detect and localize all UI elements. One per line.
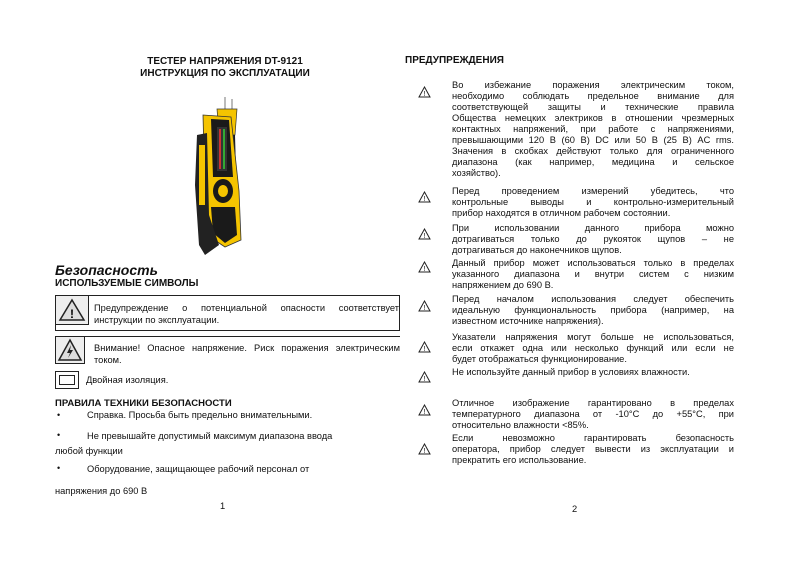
warning-paragraph-9: Если невозможно гарантировать безопасность оператора, прибор следует вывести из эксплуатации и прекратить его использование. [452,433,734,465]
warning-paragraph-5: Перед началом использования следует обеспечить идеальную функциональность прибора (например, на известном источнике напряжения). [452,294,734,326]
svg-text:!: ! [423,448,426,455]
warning-paragraph-4: Данный прибор может использоваться только в пределах указанного диапазона и внутри систем с низким напряжением до 690 В. [452,258,734,290]
warning-paragraph-7: Не используйте данный прибор в условиях влажности. [452,367,690,377]
doc-subtitle: ИНСТРУКЦИЯ ПО ЭКСПЛУАТАЦИИ [140,68,310,79]
voltage-tester-image [195,95,265,260]
warning-icon [418,404,431,416]
warnings-heading: ПРЕДУПРЕЖДЕНИЯ [405,55,504,66]
safety-heading: Безопасность [55,262,158,278]
symbol-voltage-row [55,336,400,364]
symbols-heading: ИСПОЛЬЗУЕМЫЕ СИМВОЛЫ [55,278,199,289]
svg-text:!: ! [423,305,426,312]
warning-paragraph-1: Во избежание поражения электрическим током, необходимо соблюдать предельное внимание для соответствующей защиты и технические правила Общества немецких электриков в отношении чрезмерных контактных напряжений, при работе с напряжениями, превышающими 120 В (60 В) DC или 50 В (25 В) AC rms. Значения в скобках действуют только для ограниченного диапазона (как например, медицина и сельское хозяйство). [452,80,734,178]
rule-item-cont: напряжения до 690 В [55,486,148,496]
svg-text:!: ! [423,196,426,203]
page-number-right: 2 [572,504,578,514]
rule-item: Не превышайте допустимый максимум диапазона ввода [87,431,333,441]
warning-icon [418,261,431,273]
svg-text:!: ! [423,233,426,240]
warning-icon [418,371,431,383]
svg-text:!: ! [423,376,426,383]
svg-text:!: ! [70,307,74,321]
warning-icon [418,228,431,240]
warning-paragraph-3: При использовании данного прибора можно дотрагиваться только до рукояток щупов – не дотрагиваться до наконечников щупов. [452,223,734,255]
warning-icon [418,341,431,353]
high-voltage-icon [55,336,85,364]
symbol-warning-row [55,295,400,331]
svg-text:!: ! [423,346,426,353]
warning-triangle-icon [55,295,89,325]
svg-text:!: ! [423,91,426,98]
rule-item: Справка. Просьба быть предельно внимательными. [87,410,313,420]
symbol-insulation-text: Двойная изоляция. [86,375,169,385]
warning-paragraph-6: Указатели напряжения могут больше не использоваться, если откажет одна или несколько функций или если не будет отображаться функционирование. [452,332,734,364]
double-insulation-icon [55,371,79,389]
rule-item: Оборудование, защищающее рабочий персонал от [87,464,310,474]
warning-icon [418,443,431,455]
symbol-voltage-text: Внимание! Опасное напряжение. Риск поражения электрическим током. [94,343,400,365]
doc-title: ТЕСТЕР НАПРЯЖЕНИЯ DT-9121 [147,56,303,67]
warning-paragraph-2: Перед проведением измерений убедитесь, что контрольные выводы и контрольно-измерительный прибор находятся в отличном рабочем состоянии. [452,186,734,218]
warning-icon [418,300,431,312]
warning-icon [418,191,431,203]
svg-text:!: ! [423,409,426,416]
page-number-left: 1 [220,501,226,511]
rules-heading: ПРАВИЛА ТЕХНИКИ БЕЗОПАСНОСТИ [55,398,232,409]
rule-item-cont: любой функции [55,446,123,456]
symbol-warning-text: Предупреждение о потенциальной опасности соответствует инструкции по эксплуатации. [94,303,399,325]
svg-text:!: ! [423,266,426,273]
warning-icon [418,86,431,98]
warning-paragraph-8: Отличное изображение гарантировано в пределах температурного диапазона от -10°C до +55°C, при относительно влажности <85%. [452,398,734,430]
